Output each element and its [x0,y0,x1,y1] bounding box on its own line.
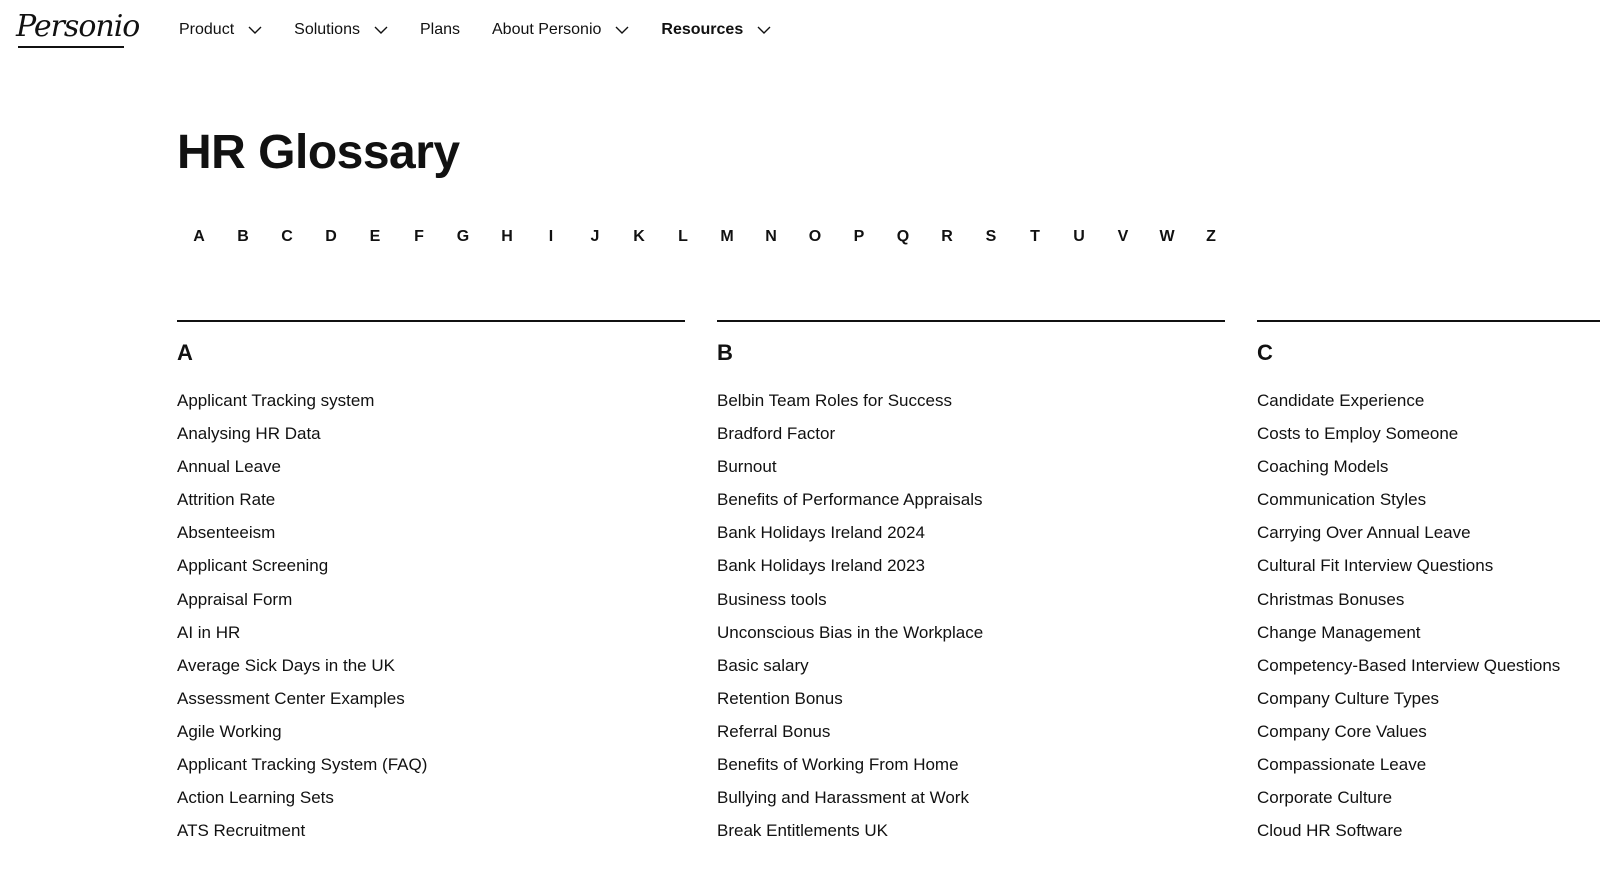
term-list [1257,384,1600,847]
page-title: HR Glossary [177,126,460,179]
glossary-section-b [717,320,1225,847]
glossary-term-link[interactable]: Average Sick Days in the UK [177,655,395,675]
letter-link-l[interactable]: L [678,228,688,245]
nav-item-solutions[interactable] [294,21,388,39]
glossary-term-link[interactable]: Christmas Bonuses [1257,589,1405,609]
section-divider [717,320,1225,322]
chevron-down-icon [757,25,771,35]
letter-link-m[interactable]: M [720,228,734,245]
glossary-term-link[interactable]: Annual Leave [177,457,281,477]
glossary-term-link[interactable]: Basic salary [717,655,809,675]
section-divider [1257,320,1600,322]
glossary-term-link[interactable]: Compassionate Leave [1257,755,1427,775]
glossary-term-link[interactable]: Communication Styles [1257,490,1427,510]
glossary-term-link[interactable]: Benefits of Performance Appraisals [717,490,983,510]
letter-link-z[interactable]: Z [1206,228,1216,245]
letter-link-u[interactable]: U [1073,228,1085,245]
glossary-term-link[interactable]: Coaching Models [1257,457,1389,477]
glossary-term-link[interactable]: Business tools [717,589,827,609]
chevron-down-icon [374,25,388,35]
glossary-term-link[interactable]: ATS Recruitment [177,821,306,841]
chevron-down-icon [248,25,262,35]
glossary-term-link[interactable]: Absenteeism [177,523,276,543]
main-nav [179,18,803,42]
glossary-term-link[interactable]: Attrition Rate [177,490,276,510]
glossary-term-link[interactable]: Unconscious Bias in the Workplace [717,622,984,642]
glossary-term-link[interactable]: Change Management [1257,622,1421,642]
glossary-columns [177,320,1600,847]
glossary-term-link[interactable]: Analysing HR Data [177,424,321,444]
section-heading: A [177,340,193,365]
chevron-down-icon [615,25,629,35]
glossary-term-link[interactable]: Referral Bonus [717,721,831,741]
letter-link-s[interactable]: S [985,228,997,245]
letter-link-p[interactable]: P [853,228,865,245]
nav-item-about-personio[interactable] [492,21,629,39]
glossary-term-link[interactable]: Burnout [717,457,777,477]
letter-link-j[interactable]: J [590,228,600,245]
glossary-section-c [1257,320,1600,847]
letter-link-e[interactable]: E [369,228,381,245]
section-heading: C [1257,340,1273,365]
glossary-term-link[interactable]: Action Learning Sets [177,788,334,808]
letter-link-w[interactable]: W [1159,228,1175,245]
glossary-section-a [177,320,685,847]
letter-link-v[interactable]: V [1117,228,1129,245]
personio-logo[interactable] [16,10,139,50]
nav-item-label: Solutions [294,21,360,38]
glossary-term-link[interactable]: Break Entitlements UK [717,821,889,841]
glossary-term-link[interactable]: Assessment Center Examples [177,688,405,708]
nav-item-label: Product [179,21,235,38]
term-list [717,384,1225,847]
glossary-term-link[interactable]: Applicant Tracking system [177,391,375,410]
glossary-term-link[interactable]: Benefits of Working From Home [717,755,959,775]
letter-link-k[interactable]: K [633,228,645,245]
nav-item-label: About Personio [492,21,602,38]
glossary-term-link[interactable]: Costs to Employ Someone [1257,424,1459,444]
letter-link-g[interactable]: G [456,228,470,245]
letter-link-f[interactable]: F [414,228,424,245]
glossary-term-link[interactable]: Bank Holidays Ireland 2023 [717,556,925,576]
letter-link-h[interactable]: H [501,228,513,245]
letter-link-d[interactable]: D [325,228,337,245]
glossary-term-link[interactable]: Applicant Screening [177,556,329,576]
letter-link-i[interactable]: I [548,228,554,245]
glossary-term-link[interactable]: Agile Working [177,721,282,741]
letter-link-q[interactable]: Q [896,228,910,245]
glossary-term-link[interactable]: Corporate Culture [1257,788,1393,808]
glossary-term-link[interactable]: Applicant Tracking System (FAQ) [177,755,428,775]
nav-item-plans[interactable] [420,21,460,39]
logo-wordmark: Personio [16,9,140,44]
glossary-term-link[interactable]: Cultural Fit Interview Questions [1257,556,1494,576]
glossary-term-link[interactable]: Appraisal Form [177,589,293,609]
letter-link-c[interactable]: C [281,228,293,245]
letter-link-a[interactable]: A [193,228,205,245]
letter-link-o[interactable]: O [808,228,822,245]
nav-item-label: Resources [661,21,744,38]
letter-link-t[interactable]: T [1030,228,1040,245]
nav-item-resources[interactable] [661,21,771,39]
glossary-term-link[interactable]: Belbin Team Roles for Success [717,391,952,410]
logo-underline [18,46,124,48]
alphabet-index [177,224,1233,250]
glossary-term-link[interactable]: Cloud HR Software [1257,821,1403,841]
nav-item-product[interactable] [179,21,262,39]
glossary-term-link[interactable]: Competency-Based Interview Questions [1257,655,1561,675]
nav-item-label: Plans [419,21,460,38]
glossary-term-link[interactable]: Bullying and Harassment at Work [717,788,969,808]
glossary-term-link[interactable]: Carrying Over Annual Leave [1257,523,1471,543]
term-list [177,384,685,847]
section-heading: B [717,340,733,365]
section-divider [177,320,685,322]
glossary-term-link[interactable]: Candidate Experience [1257,391,1425,410]
site-header [0,0,1600,62]
letter-link-r[interactable]: R [941,228,953,245]
glossary-term-link[interactable]: Retention Bonus [717,688,843,708]
glossary-term-link[interactable]: Bradford Factor [717,424,836,444]
glossary-term-link[interactable]: Bank Holidays Ireland 2024 [717,523,925,543]
glossary-term-link[interactable]: AI in HR [177,622,241,642]
letter-link-b[interactable]: B [237,228,249,245]
glossary-term-link[interactable]: Company Core Values [1257,721,1427,741]
glossary-term-link[interactable]: Company Culture Types [1257,688,1440,708]
letter-link-n[interactable]: N [765,228,777,245]
